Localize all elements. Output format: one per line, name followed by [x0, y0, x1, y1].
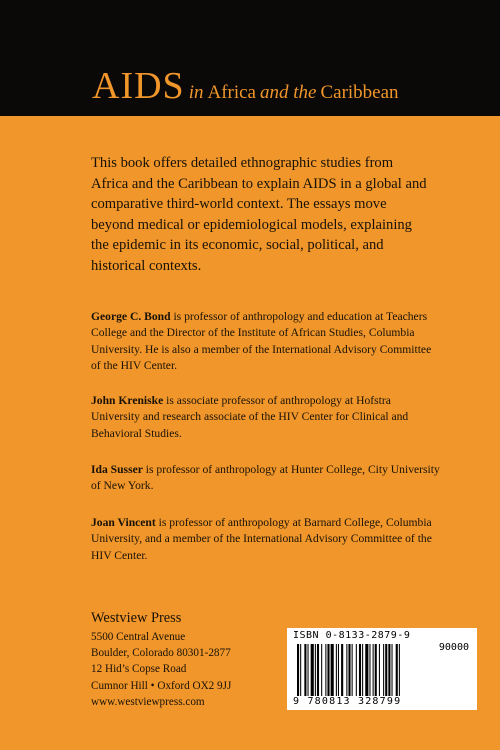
author-name: Ida Susser — [91, 463, 143, 476]
title-africa: Africa — [207, 82, 256, 103]
book-title — [92, 64, 399, 108]
author-bio-text: is associate professor of anthropology at Hofstra University and research associate of the HIV Center for Clinical and Behavioral Studies. — [91, 394, 409, 440]
publisher-address-line: Cumnor Hill • Oxford OX2 9JJ — [91, 679, 232, 692]
publisher-address-line: 5500 Central Avenue — [91, 631, 186, 643]
author-bio — [91, 309, 441, 375]
barcode-box — [287, 628, 477, 710]
author-bio-text: is professor of anthropology at Hunter College, City University of New York. — [91, 463, 440, 493]
title-and-the: and the — [260, 82, 317, 103]
title-in: in — [188, 82, 204, 103]
author-bio — [91, 393, 441, 442]
publisher-block — [91, 608, 291, 710]
author-bio — [91, 515, 441, 564]
price-code: 90000 — [438, 642, 469, 653]
title-caribbean: Caribbean — [320, 82, 399, 103]
publisher-address-line: 12 Hid’s Copse Road — [91, 663, 187, 676]
book-description: This book offers detailed ethnographic studies from Africa and the Caribbean to explain AIDS in a global and comparative third-world context. The essays move beyond medical or epidemiological models, explaining the epidemic in its economic, social, political, and historical contexts. — [91, 155, 427, 274]
publisher-name: Westview Press — [91, 610, 182, 626]
author-bio-text: is professor of anthropology at Barnard College, Columbia University, and a member of the International Advisory Committee of the HIV Center. — [91, 516, 432, 562]
author-name: John Kreniske — [91, 394, 164, 407]
title-band — [0, 0, 500, 116]
isbn-label: ISBN 0-8133-2879-9 — [293, 630, 411, 641]
author-name: Joan Vincent — [91, 516, 156, 529]
barcode-image — [295, 644, 471, 696]
publisher-website: www.westviewpress.com — [91, 695, 205, 708]
publisher-address-line: Boulder, Colorado 80301-2877 — [91, 647, 231, 660]
title-main: AIDS — [92, 65, 185, 107]
barcode-digits: 9 780813 328799 — [293, 696, 402, 707]
author-bio — [91, 462, 441, 495]
author-bio-text: is professor of anthropology and education at Teachers College and the Director of the Institute of African Studies, Columbia University. He is also a member of the International Advisory Committee of the HIV Center. — [91, 310, 432, 373]
author-name: George C. Bond — [91, 310, 171, 323]
